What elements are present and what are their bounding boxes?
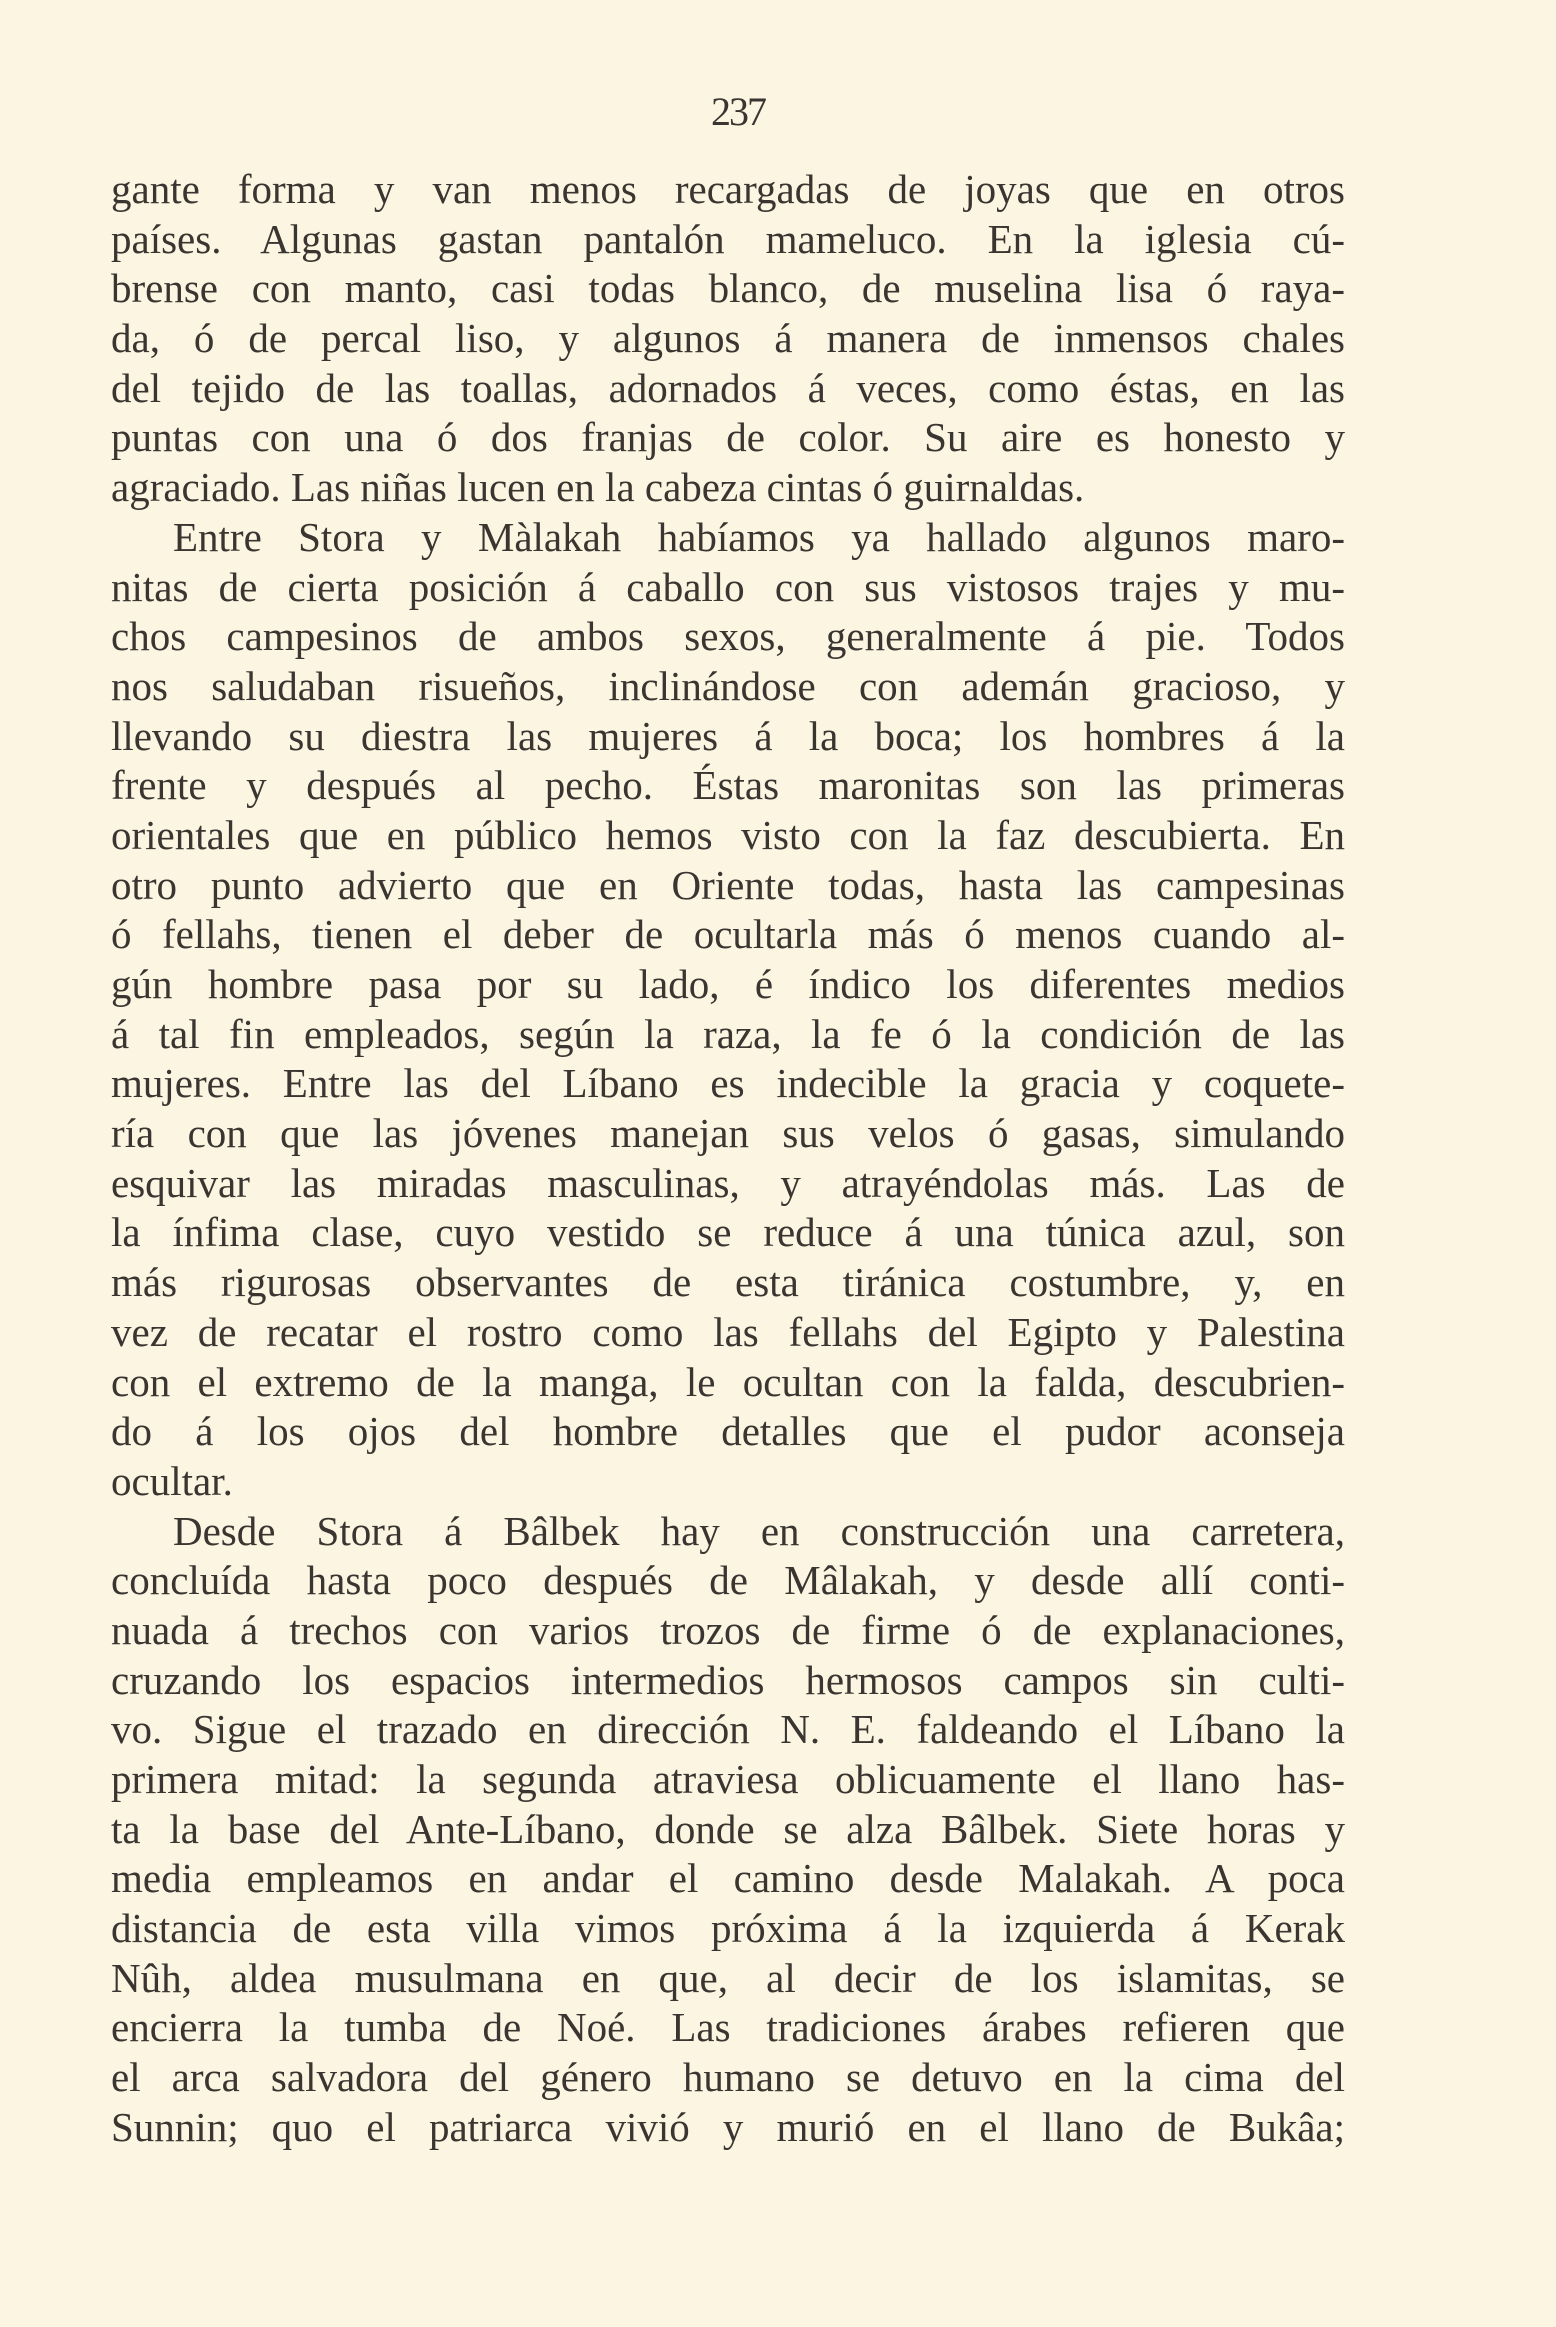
text-line: vez de recatar el rostro como las fellahs del Egipto y Palestina — [111, 1308, 1345, 1355]
text-line: gante forma y van menos recargadas de joyas que en otros — [111, 166, 1345, 212]
text-line: frente y después al pecho. Éstas maronitas son las primeras — [111, 762, 1345, 809]
text-line: gún hombre pasa por su lado, é índico los diferentes medios — [111, 961, 1345, 1007]
text-line: distancia de esta villa vimos próxima á la izquierda á Kerak — [111, 1905, 1345, 1952]
text-line: la ínfima clase, cuyo vestido se reduce á una túnica azul, son — [111, 1209, 1345, 1256]
text-line: ta la base del Ante-Líbano, donde se alza Bâlbek. Siete horas y — [111, 1805, 1345, 1852]
text-line: esquivar las miradas masculinas, y atrayéndolas más. Las de — [111, 1159, 1345, 1206]
text-line: países. Algunas gastan pantalón mameluco. En la iglesia cú- — [111, 215, 1345, 262]
text-line: ó fellahs, tienen el deber de ocultarla más ó menos cuando al- — [111, 911, 1345, 958]
text-line: orientales que en público hemos visto con la faz descubierta. En — [111, 811, 1345, 858]
text-line: nuada á trechos con varios trozos de firme ó de explanaciones, — [111, 1606, 1345, 1653]
text-line: ocultar. — [111, 1457, 233, 1504]
text-line: do á los ojos del hombre detalles que el pudor aconseja — [111, 1408, 1345, 1455]
text-line: vo. Sigue el trazado en dirección N. E. faldeando el Líbano la — [111, 1706, 1345, 1753]
text-line: chos campesinos de ambos sexos, generalmente á pie. Todos — [111, 613, 1345, 660]
text-line: cruzando los espacios intermedios hermosos campos sin culti- — [111, 1656, 1345, 1703]
text-line: otro punto advierto que en Oriente todas, hasta las campesinas — [111, 861, 1345, 908]
text-line: con el extremo de la manga, le ocultan con la falda, descubrien- — [111, 1358, 1345, 1405]
text-line: nos saludaban risueños, inclinándose con ademán gracioso, y — [111, 662, 1345, 709]
text-line: ría con que las jóvenes manejan sus velos ó gasas, simulando — [111, 1110, 1345, 1157]
text-line: Sunnin; quo el patriarca vivió y murió en el llano de Bukâa; — [111, 2103, 1345, 2150]
text-line: Entre Stora y Màlakah habíamos ya hallado algunos maro- — [173, 513, 1345, 560]
text-line: concluída hasta poco después de Mâlakah, y desde allí conti- — [111, 1557, 1345, 1604]
page-number: 237 — [711, 89, 765, 134]
text-line: mujeres. Entre las del Líbano es indecible la gracia y coquete- — [111, 1060, 1345, 1107]
text-line: media empleamos en andar el camino desde Malakah. A poca — [111, 1855, 1345, 1902]
text-line: brense con manto, casi todas blanco, de muselina lisa ó raya- — [111, 265, 1345, 312]
page-body — [111, 165, 1345, 2153]
text-line: puntas con una ó dos franjas de color. Su aire es honesto y — [111, 414, 1345, 461]
text-line: el arca salvadora del género humano se detuvo en la cima del — [111, 2054, 1345, 2101]
text-line: primera mitad: la segunda atraviesa oblicuamente el llano has- — [111, 1756, 1345, 1802]
text-line: más rigurosas observantes de esta tiránica costumbre, y, en — [111, 1259, 1345, 1306]
text-line: encierra la tumba de Noé. Las tradiciones árabes refieren que — [111, 2004, 1345, 2051]
text-line: agraciado. Las niñas lucen en la cabeza cintas ó guirnaldas. — [111, 464, 1085, 511]
text-line: Desde Stora á Bâlbek hay en construcción una carretera, — [173, 1507, 1345, 1554]
text-line: á tal fin empleados, según la raza, la fe ó la condición de las — [111, 1010, 1345, 1057]
text-line: llevando su diestra las mujeres á la boca; los hombres á la — [111, 712, 1345, 759]
text-line: del tejido de las toallas, adornados á veces, como éstas, en las — [111, 364, 1345, 411]
text-line: da, ó de percal liso, y algunos á manera de inmensos chales — [111, 315, 1345, 362]
text-line: Nûh, aldea musulmana en que, al decir de los islamitas, se — [111, 1954, 1345, 2001]
text-line: nitas de cierta posición á caballo con sus vistosos trajes y mu- — [111, 563, 1345, 610]
